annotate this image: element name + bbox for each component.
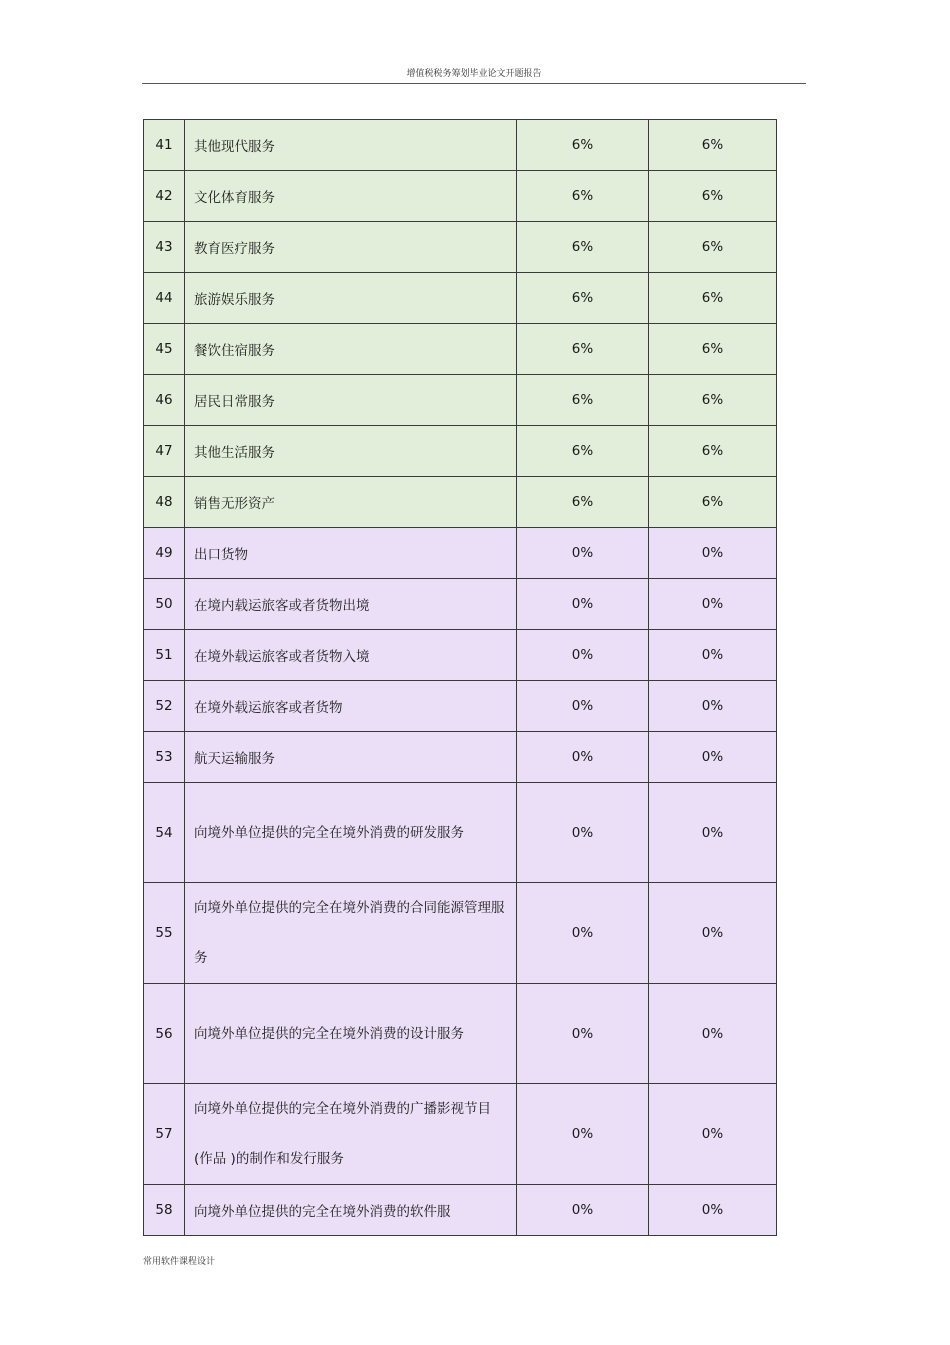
table-row bbox=[144, 120, 777, 171]
row-number: 46 bbox=[144, 375, 185, 426]
item-name: 教育医疗服务 bbox=[185, 222, 517, 273]
item-name: 餐饮住宿服务 bbox=[185, 324, 517, 375]
item-name: 向境外单位提供的完全在境外消费的设计服务 bbox=[185, 984, 517, 1084]
item-name: 向境外单位提供的完全在境外消费的广播影视节目 (作品 )的制作和发行服务 bbox=[185, 1084, 517, 1185]
table-row bbox=[144, 426, 777, 477]
table-row bbox=[144, 528, 777, 579]
item-name: 向境外单位提供的完全在境外消费的合同能源管理服务 bbox=[185, 883, 517, 984]
table-row bbox=[144, 579, 777, 630]
rate-a: 6% bbox=[517, 120, 649, 171]
item-name: 其他生活服务 bbox=[185, 426, 517, 477]
table-row bbox=[144, 222, 777, 273]
row-number: 44 bbox=[144, 273, 185, 324]
item-name: 航天运输服务 bbox=[185, 732, 517, 783]
rate-a: 0% bbox=[517, 579, 649, 630]
item-name: 居民日常服务 bbox=[185, 375, 517, 426]
rate-a: 6% bbox=[517, 375, 649, 426]
rate-a: 6% bbox=[517, 171, 649, 222]
rate-a: 6% bbox=[517, 222, 649, 273]
rate-b: 0% bbox=[649, 1084, 777, 1185]
item-name: 向境外单位提供的完全在境外消费的软件服 bbox=[185, 1185, 517, 1236]
rate-b: 6% bbox=[649, 477, 777, 528]
table-row bbox=[144, 1185, 777, 1236]
table-row bbox=[144, 681, 777, 732]
row-number: 50 bbox=[144, 579, 185, 630]
row-number: 51 bbox=[144, 630, 185, 681]
row-number: 41 bbox=[144, 120, 185, 171]
item-name: 在境内载运旅客或者货物出境 bbox=[185, 579, 517, 630]
rate-b: 6% bbox=[649, 120, 777, 171]
table-row bbox=[144, 984, 777, 1084]
rate-b: 0% bbox=[649, 732, 777, 783]
row-number: 54 bbox=[144, 783, 185, 883]
table-row bbox=[144, 324, 777, 375]
row-number: 42 bbox=[144, 171, 185, 222]
item-name: 其他现代服务 bbox=[185, 120, 517, 171]
row-number: 49 bbox=[144, 528, 185, 579]
header-divider bbox=[142, 83, 806, 84]
rate-b: 6% bbox=[649, 222, 777, 273]
rate-b: 0% bbox=[649, 681, 777, 732]
rate-a: 6% bbox=[517, 273, 649, 324]
rate-a: 0% bbox=[517, 984, 649, 1084]
row-number: 48 bbox=[144, 477, 185, 528]
item-name: 文化体育服务 bbox=[185, 171, 517, 222]
item-name: 在境外载运旅客或者货物入境 bbox=[185, 630, 517, 681]
rate-a: 0% bbox=[517, 883, 649, 984]
tax-rate-table bbox=[143, 119, 777, 1236]
rate-a: 0% bbox=[517, 630, 649, 681]
table-row bbox=[144, 171, 777, 222]
row-number: 56 bbox=[144, 984, 185, 1084]
table-row bbox=[144, 883, 777, 984]
item-name: 向境外单位提供的完全在境外消费的研发服务 bbox=[185, 783, 517, 883]
table-row bbox=[144, 273, 777, 324]
table-row bbox=[144, 783, 777, 883]
table-row bbox=[144, 375, 777, 426]
rate-b: 0% bbox=[649, 528, 777, 579]
row-number: 52 bbox=[144, 681, 185, 732]
rate-b: 6% bbox=[649, 426, 777, 477]
row-number: 47 bbox=[144, 426, 185, 477]
row-number: 55 bbox=[144, 883, 185, 984]
rate-a: 6% bbox=[517, 324, 649, 375]
table-row bbox=[144, 477, 777, 528]
rate-b: 0% bbox=[649, 579, 777, 630]
page-footer: 常用软件课程设计 bbox=[143, 1257, 216, 1267]
item-name: 出口货物 bbox=[185, 528, 517, 579]
item-name: 销售无形资产 bbox=[185, 477, 517, 528]
rate-a: 6% bbox=[517, 477, 649, 528]
row-number: 58 bbox=[144, 1185, 185, 1236]
item-name: 旅游娱乐服务 bbox=[185, 273, 517, 324]
rate-a: 0% bbox=[517, 528, 649, 579]
item-name: 在境外载运旅客或者货物 bbox=[185, 681, 517, 732]
rate-a: 6% bbox=[517, 426, 649, 477]
rate-b: 0% bbox=[649, 1185, 777, 1236]
row-number: 45 bbox=[144, 324, 185, 375]
rate-b: 0% bbox=[649, 783, 777, 883]
rate-b: 6% bbox=[649, 171, 777, 222]
table-row bbox=[144, 630, 777, 681]
rate-a: 0% bbox=[517, 783, 649, 883]
row-number: 43 bbox=[144, 222, 185, 273]
row-number: 53 bbox=[144, 732, 185, 783]
page-header-title: 增值税税务筹划毕业论文开题报告 bbox=[406, 69, 542, 79]
rate-a: 0% bbox=[517, 1084, 649, 1185]
rate-b: 6% bbox=[649, 324, 777, 375]
table-row bbox=[144, 1084, 777, 1185]
rate-b: 0% bbox=[649, 630, 777, 681]
rate-b: 6% bbox=[649, 375, 777, 426]
rate-b: 0% bbox=[649, 883, 777, 984]
row-number: 57 bbox=[144, 1084, 185, 1185]
rate-a: 0% bbox=[517, 1185, 649, 1236]
rate-b: 0% bbox=[649, 984, 777, 1084]
table-row bbox=[144, 732, 777, 783]
rate-a: 0% bbox=[517, 732, 649, 783]
rate-b: 6% bbox=[649, 273, 777, 324]
rate-a: 0% bbox=[517, 681, 649, 732]
